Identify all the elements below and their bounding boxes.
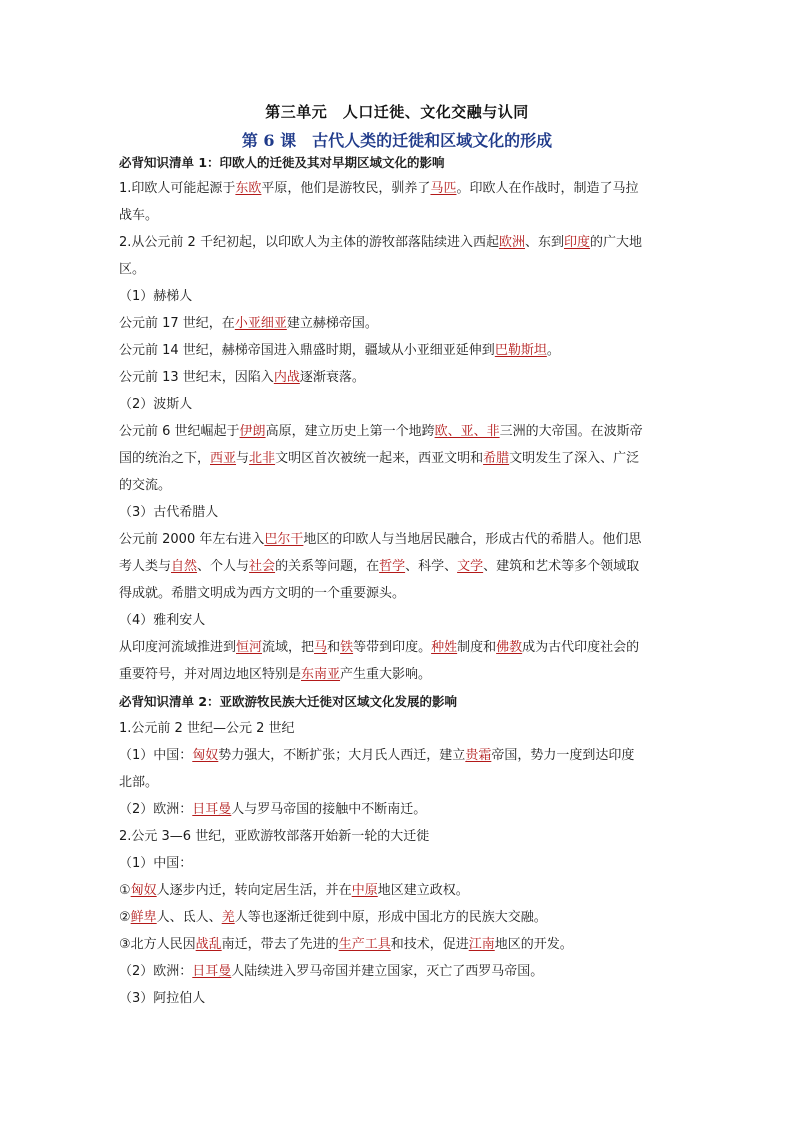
keyword-answer: 佛教 <box>496 640 523 655</box>
text-segment: 公元前 2000 年左右进入 <box>119 532 265 547</box>
text-line <box>119 638 639 658</box>
text-line <box>119 530 641 550</box>
text-segment: 人等也逐渐迁徙到中原，形成中国北方的民族大交融。 <box>234 910 547 925</box>
text-segment: 三洲的大帝国。在波斯帝 <box>499 424 643 439</box>
keyword-answer: 文学 <box>457 559 484 574</box>
keyword-answer: 鲜卑 <box>130 910 157 925</box>
lesson-title: 第 6 课 古代人类的迁徙和区域文化的形成 <box>241 131 553 150</box>
text-segment: 得成就。希腊文明成为西方文明的一个重要源头。 <box>119 586 406 601</box>
text-segment: 人逐步内迁，转向定居生活，并在 <box>156 883 352 898</box>
keyword-answer: 铁 <box>340 640 354 655</box>
text-line <box>119 746 634 766</box>
text-line <box>119 179 638 199</box>
keyword-answer: 东南亚 <box>301 667 341 682</box>
keyword-answer: 江南 <box>468 937 495 952</box>
text-segment: 和技术，促进 <box>390 937 469 952</box>
keyword-answer: 伊朗 <box>239 424 266 439</box>
keyword-answer: 巴勒斯坦 <box>494 343 547 358</box>
text-segment: ① <box>119 883 131 898</box>
text-segment: 流域，把 <box>262 640 315 655</box>
unit-title: 第三单元 人口迁徙、文化交融与认同 <box>265 103 529 121</box>
text-segment: 1.印欧人可能起源于 <box>119 181 236 196</box>
text-segment: ② <box>119 910 131 925</box>
text-line <box>119 476 171 496</box>
keyword-answer: 中原 <box>351 883 378 898</box>
text-segment: 人陆续进入罗马帝国并建立国家，灭亡了西罗马帝国。 <box>231 964 544 979</box>
text-line <box>119 962 543 982</box>
text-segment: 的广大地 <box>590 235 643 250</box>
text-segment: 、建筑和艺术等多个领域取 <box>483 559 640 574</box>
text-segment: （1）赫梯人 <box>119 289 193 304</box>
keyword-answer: 社会 <box>249 559 276 574</box>
text-segment: 。 <box>546 343 560 358</box>
keyword-answer: 战乱 <box>195 937 222 952</box>
keyword-answer: 日耳曼 <box>192 964 232 979</box>
text-segment: 产生重大影响。 <box>340 667 432 682</box>
keyword-answer: 西亚 <box>210 451 237 466</box>
text-line <box>119 584 405 604</box>
keyword-answer: 匈奴 <box>192 748 219 763</box>
text-line <box>119 422 643 442</box>
text-segment: 重要符号，并对周边地区特别是 <box>119 667 302 682</box>
text-segment: 人与罗马帝国的接触中不断南迁。 <box>231 802 427 817</box>
keyword-answer: 贵霜 <box>465 748 492 763</box>
text-segment: （2）欧洲： <box>119 964 193 979</box>
text-segment: 国的统治之下， <box>119 451 211 466</box>
text-line <box>119 881 469 901</box>
section-heading <box>119 692 457 712</box>
text-segment: 1.公元前 2 世纪—公元 2 世纪 <box>119 721 295 736</box>
text-segment: 等带到印度。 <box>353 640 432 655</box>
text-line <box>119 611 205 631</box>
text-line <box>119 719 294 739</box>
keyword-answer: 东欧 <box>235 181 262 196</box>
keyword-answer: 印度 <box>563 235 590 250</box>
text-segment: 势力强大，不断扩张；大月氏人西迁，建立 <box>218 748 466 763</box>
keyword-answer: 自然 <box>171 559 198 574</box>
text-segment: 平原，他们是游牧民，驯养了 <box>261 181 431 196</box>
text-segment: （3）古代希腊人 <box>119 505 219 520</box>
text-line <box>119 287 192 307</box>
text-line <box>119 503 218 523</box>
text-segment: 必背知识清单 1：印欧人的迁徙及其对早期区域文化的影响 <box>119 155 445 170</box>
text-segment: 、个人与 <box>197 559 250 574</box>
keyword-answer: 哲学 <box>379 559 406 574</box>
text-line <box>119 260 145 280</box>
text-line <box>119 206 158 226</box>
text-segment: 从印度河流域推进到 <box>119 640 237 655</box>
keyword-answer: 内战 <box>273 370 300 385</box>
keyword-answer: 北非 <box>249 451 276 466</box>
keyword-answer: 日耳曼 <box>192 802 232 817</box>
text-segment: 、东到 <box>524 235 564 250</box>
text-segment: （1）中国： <box>119 856 193 871</box>
text-line <box>119 827 429 847</box>
text-segment: 地区的开发。 <box>494 937 573 952</box>
keyword-answer: 马 <box>314 640 328 655</box>
keyword-answer: 欧、亚、非 <box>434 424 500 439</box>
text-segment: 逐渐衰落。 <box>299 370 365 385</box>
text-segment: ③北方人民因 <box>119 937 196 952</box>
text-segment: 2.公元 3—6 世纪，亚欧游牧部落开始新一轮的大迁徙 <box>119 829 430 844</box>
text-segment: 考人类与 <box>119 559 172 574</box>
text-segment: （2）欧洲： <box>119 802 193 817</box>
text-segment: 必背知识清单 2：亚欧游牧民族大迁徙对区域文化发展的影响 <box>119 694 458 709</box>
text-line <box>119 800 426 820</box>
text-segment: 公元前 14 世纪，赫梯帝国进入鼎盛时期，疆域从小亚细亚延伸到 <box>119 343 495 358</box>
text-segment: 区。 <box>119 262 146 277</box>
text-segment: 文明区首次被统一起来，西亚文明和 <box>275 451 484 466</box>
keyword-answer: 种姓 <box>431 640 458 655</box>
text-line <box>119 395 192 415</box>
text-segment: 高原，建立历史上第一个地跨 <box>265 424 435 439</box>
text-segment: 的交流。 <box>119 478 172 493</box>
text-segment: 公元前 17 世纪，在 <box>119 316 235 331</box>
keyword-answer: 马匹 <box>430 181 457 196</box>
text-line <box>119 449 639 469</box>
text-segment: 地区的印欧人与当地居民融合，形成古代的希腊人。他们思 <box>303 532 642 547</box>
text-segment: 、科学、 <box>405 559 458 574</box>
keyword-answer: 生产工具 <box>338 937 391 952</box>
keyword-answer: 羌 <box>221 910 235 925</box>
keyword-answer: 欧洲 <box>498 235 525 250</box>
text-segment: 战车。 <box>119 208 159 223</box>
text-segment: 公元前 13 世纪末，因陷入 <box>119 370 274 385</box>
keyword-answer: 恒河 <box>236 640 263 655</box>
text-segment: 的关系等问题，在 <box>275 559 380 574</box>
keyword-answer: 小亚细亚 <box>234 316 287 331</box>
text-line <box>119 368 365 388</box>
text-segment: 地区建立政权。 <box>377 883 469 898</box>
text-segment: 成为古代印度社会的 <box>522 640 640 655</box>
keyword-answer: 巴尔干 <box>264 532 304 547</box>
text-segment: （1）中国： <box>119 748 193 763</box>
text-segment: 制度和 <box>457 640 497 655</box>
text-line <box>119 908 547 928</box>
text-segment: 南迁，带去了先进的 <box>221 937 339 952</box>
text-line <box>119 989 205 1009</box>
text-line <box>119 314 378 334</box>
text-line <box>119 233 642 253</box>
text-line <box>119 341 560 361</box>
text-segment: （4）雅利安人 <box>119 613 206 628</box>
text-segment: 。印欧人在作战时，制造了马拉 <box>456 181 639 196</box>
text-line <box>119 935 573 955</box>
text-line <box>119 665 431 685</box>
text-line <box>119 854 192 874</box>
text-segment: （2）波斯人 <box>119 397 193 412</box>
text-line <box>119 557 639 577</box>
text-line <box>119 773 158 793</box>
text-segment: 文明发生了深入、广泛 <box>509 451 640 466</box>
text-segment: 帝国，势力一度到达印度 <box>491 748 635 763</box>
text-segment: （3）阿拉伯人 <box>119 991 206 1006</box>
keyword-answer: 匈奴 <box>130 883 157 898</box>
section-heading <box>119 153 445 173</box>
text-segment: 与 <box>236 451 250 466</box>
text-segment: 2.从公元前 2 千纪初起，以印欧人为主体的游牧部落陆续进入西起 <box>119 235 499 250</box>
text-segment: 人、氐人、 <box>156 910 222 925</box>
keyword-answer: 希腊 <box>483 451 510 466</box>
text-segment: 和 <box>327 640 341 655</box>
text-segment: 建立赫梯帝国。 <box>286 316 378 331</box>
text-segment: 公元前 6 世纪崛起于 <box>119 424 240 439</box>
text-segment: 北部。 <box>119 775 159 790</box>
